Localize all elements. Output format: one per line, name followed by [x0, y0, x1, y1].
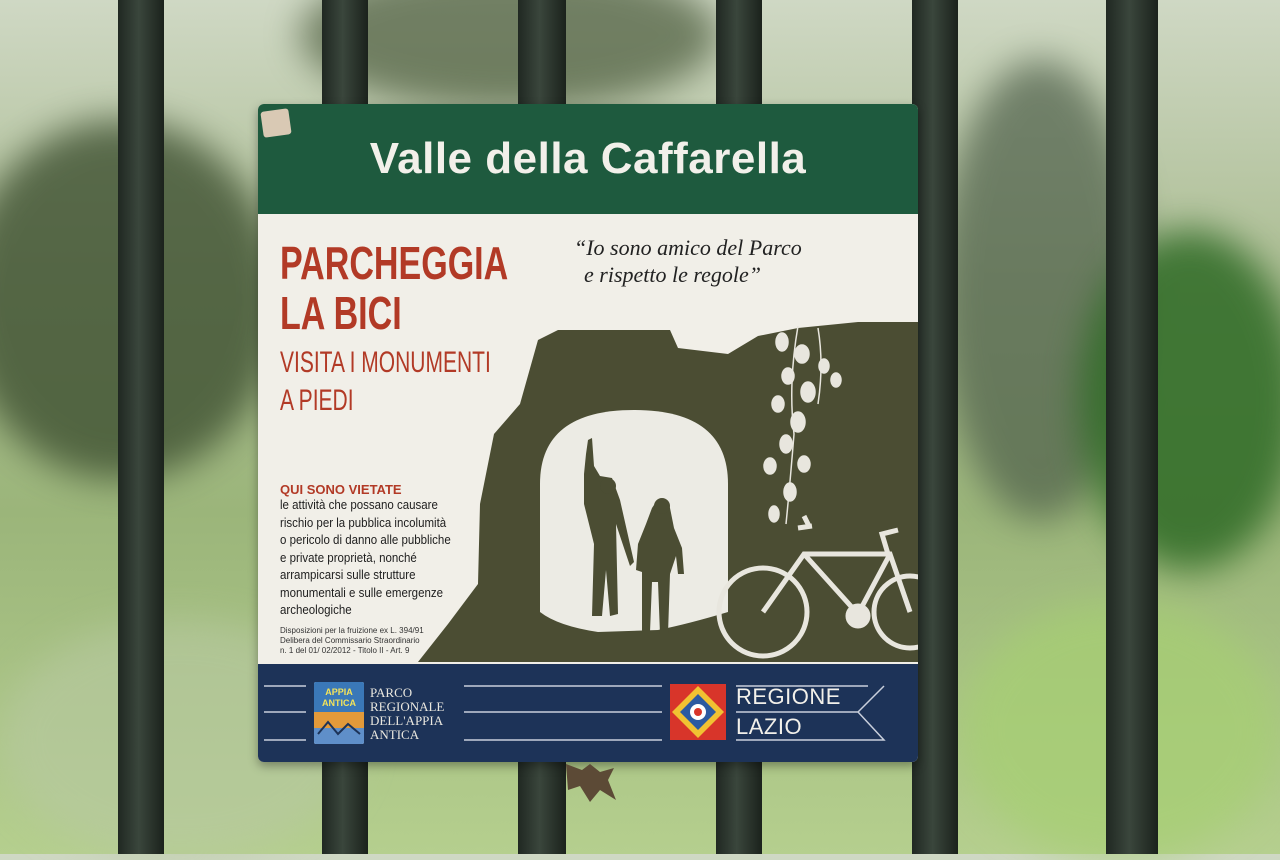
svg-text:APPIA: APPIA: [325, 687, 353, 697]
rules-line: rischio per la pubblica incolumità: [280, 515, 447, 530]
gate-bar: [118, 0, 164, 854]
subhead-line-1: VISITA I MONUMENTI: [280, 346, 491, 379]
regione-lazio-text: [736, 682, 841, 742]
park-name-line: DELL'APPIA: [370, 713, 444, 728]
region-line-2: LAZIO: [736, 714, 803, 739]
sign-footer: [258, 664, 918, 762]
arch-opening: [540, 410, 728, 632]
legal-notice: [280, 626, 480, 656]
sign-header: [258, 104, 918, 214]
park-name-line: REGIONALE: [370, 699, 445, 714]
rules-line: le attività che possano causare: [280, 498, 438, 512]
rules-line: archeologiche: [280, 603, 352, 617]
quote: [574, 234, 894, 288]
park-name: [370, 686, 444, 742]
rules-line: monumentali e sulle emergenze: [280, 585, 444, 600]
gate-bar: [1106, 0, 1158, 854]
torn-sticker: [260, 108, 291, 138]
regione-lazio-seal: [668, 682, 728, 742]
quote-line-1: “Io sono amico del Parco: [574, 235, 802, 260]
park-name-line: ANTICA: [370, 727, 420, 742]
rules-block: [280, 482, 490, 620]
headline-line-1: PARCHEGGIA: [280, 237, 509, 289]
subhead-line-2: A PIEDI: [280, 384, 354, 417]
rules-line: o pericolo di danno alle pubbliche: [280, 533, 451, 547]
rules-line: arrampicarsi sulle strutture: [280, 568, 416, 582]
rules-line: e private proprietà, nonché: [280, 550, 417, 565]
park-sign: [258, 104, 918, 762]
legal-line: Disposizioni per la fruizione ex L. 394/91: [280, 626, 424, 635]
rules-body: [280, 497, 482, 620]
quote-line-2: e rispetto le regole”: [584, 262, 761, 287]
park-name-line: PARCO: [370, 685, 413, 700]
rules-title: QUI SONO VIETATE: [280, 482, 402, 497]
legal-line: Delibera del Commissario Straordinario: [280, 636, 420, 645]
legal-line: n. 1 del 01/ 02/2012 - Titolo II - Art. 9: [280, 646, 410, 655]
region-line-1: REGIONE: [736, 684, 841, 709]
headline-line-2: LA BICI: [280, 287, 402, 339]
dried-twig: [560, 760, 620, 804]
svg-text:ANTICA: ANTICA: [322, 698, 356, 708]
appia-antica-logo: [314, 682, 364, 744]
sign-title: Valle della Caffarella: [369, 134, 807, 183]
gate-bar: [912, 0, 958, 854]
